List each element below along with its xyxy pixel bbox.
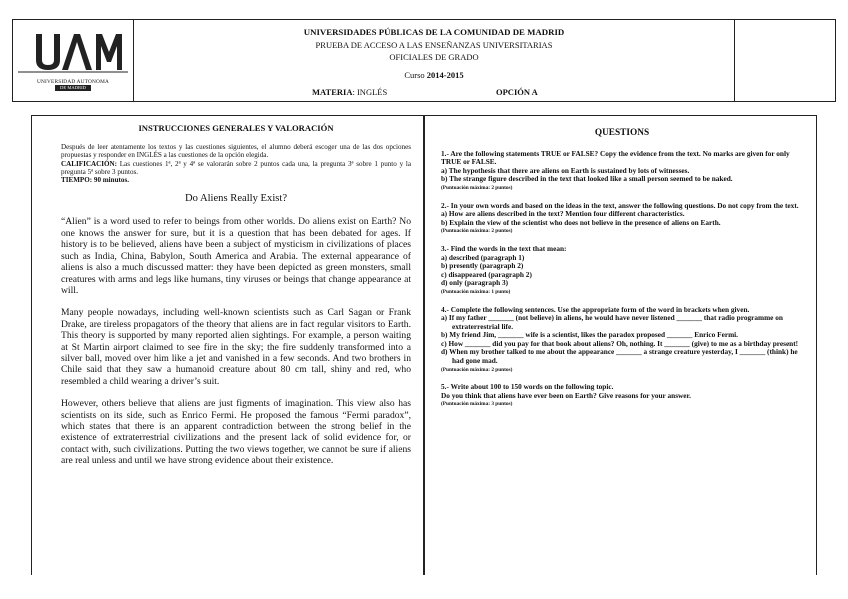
q3-d: d) only (paragraph 3) [441,278,509,288]
q4-prompt: 4.- Complete the following sentences. Use the appropriate form of the word in brackets when given. [441,304,750,314]
university-logo [16,30,130,88]
q5-points: (Puntuación máxima: 3 puntos) [441,401,513,408]
q3-a: a) described (paragraph 1) [441,252,525,262]
q1-prompt: 1.- Are the following statements TRUE or FALSE? Copy the evidence from the text. No marks are given for only TRUE or FALSE. [441,148,790,167]
paragraph-1: “Alien” is a word used to refer to beings from other worlds. Do aliens exist on Earth? No one knows the answer for sure, but it is a question that has been debated for ages. If history is to be believed, aliens have been a subject of mysticism in civilizations of places such as India, China, Babylon, South America and Arabia. The external appearance of aliens is also a much discussed matter: they have been depicted as green monsters, small creatures with arms and legs like humans, tiny viruses or beings that change appearance at will. [61,216,411,296]
q3-c: c) disappeared (paragraph 2) [441,269,532,279]
header-divider-right [734,19,735,102]
q4-b: b) My friend Jim, _______ wife is a scientist, likes the paradox proposed _______ Enrico Fermi. [441,330,738,340]
subject-value: INGLÉS [356,87,388,97]
instructions-text: Después de leer atentamente los textos y las cuestiones siguientes, el alumno deberá escoger una de las dos opciones propuestas y responder en INGLÉS a las cuestiones de la opción elegida. [61,143,411,160]
course-label: Curso [404,70,425,80]
time: TIEMPO: 90 minutos. [61,176,129,185]
q2-points: (Puntuación máxima: 2 puntos) [441,228,513,235]
questions-title: QUESTIONS [594,128,650,138]
paragraph-3: However, others believe that aliens are just figments of imagination. This view also has scientists on its side, such as Enrico Fermi. He proposed the famous “Fermi paradox”, which states that there is an apparent contradiction between the strong belief in the existence of extraterrestrial civilizations and the present lack of solid evidence for, or contact with, such civilizations. Putting the two views together, we cannot be sure if aliens are real unless and until we have strong evidence about their existence. [61,398,411,467]
text-title: Do Aliens Really Exist? [184,193,288,205]
left-content [61,123,411,467]
q1-b: b) The strange figure described in the text that looked like a small person seemed to be naked. [441,174,733,184]
q1-points: (Puntuación máxima: 2 puntos) [441,184,513,191]
option-label: OPCIÓN A [496,87,538,97]
subject-label: MATERIA [312,87,353,97]
q5-prompt: 5.- Write about 100 to 150 words on the following topic. [441,382,614,392]
grading-label: CALIFICACIÓN: [61,159,117,168]
q3-b: b) presently (paragraph 2) [441,261,524,271]
paragraph-2: Many people nowadays, including well-known scientists such as Carl Sagan or Frank Drake, are tireless propagators of the theory that aliens are in fact regular visitors to Earth. This theory is supported by many reported alien sightings. For example, a person waiting at St Martin airport claimed to see fire in the sky; the fire suddenly transformed into a silver ball, moved over him like a jet and vanished in a few seconds. And two brothers in Chile said that they saw a humanoid creature about 80 cm tall, shiny and red, who resembled a child wearing a driver’s suit. [61,307,411,387]
logo-emblem-icon [16,30,130,74]
q1-a: a) The hypothesis that there are aliens on Earth is sustained by lots of witnesses. [441,165,690,175]
q5-topic: Do you think that aliens have ever been on Earth? Give reasons for your answer. [441,390,691,400]
q2-b: b) Explain the view of the scientist who does not believe in the presence of aliens on Earth. [441,217,721,227]
course-value: 2014-2015 [426,70,464,80]
header-center [134,19,734,102]
logo-line-1: UNIVERSIDAD AUTONOMA [36,79,110,85]
grading [61,160,411,177]
instructions-title: INSTRUCCIONES GENERALES Y VALORACIÓN [138,123,334,133]
q2-a: a) How are aliens described in the text? Mention four different characteristics. [441,209,685,219]
q2-prompt: 2.- In your own words and based on the ideas in the text, answer the following questions. Do not copy from the text. [441,200,799,210]
q4-points: (Puntuación máxima: 2 puntos) [441,366,513,373]
q3-prompt: 3.- Find the words in the text that mean: [441,243,567,253]
header-line-2: PRUEBA DE ACCESO A LAS ENSEÑANZAS UNIVERSITARIAS [315,40,553,50]
header-line-1: UNIVERSIDADES PÚBLICAS DE LA COMUNIDAD DE MADRID [303,27,565,37]
questions-content [441,129,803,409]
q4-a: a) If my father _______ (not believe) in aliens, he would have never listened _______ that radio programme on extraterrestrial life. [441,313,783,331]
grading-text: Las cuestiones 1ª, 2ª y 4ª se valorarán sobre 2 puntos cada una, la pregunta 3ª sobre 1 punto y la pregunta 5ª sobre 3 puntos. [61,159,411,176]
q4-c: c) How _______ did you pay for that book about aliens? Oh, nothing. It _______ (give) to me as a birthday present! [441,338,799,348]
q4-d: d) When my brother talked to me about the appearance _______ a strange creature yesterday, I _______ (think) he had gone mad. [441,347,798,366]
subject: MATERIA: INGLÉS [312,87,388,97]
header-line-3: OFICIALES DE GRADO [389,52,479,62]
course [134,70,734,80]
q3-points: (Puntuación máxima: 1 punto) [441,288,511,295]
logo-line-2: DE MADRID [55,85,91,91]
